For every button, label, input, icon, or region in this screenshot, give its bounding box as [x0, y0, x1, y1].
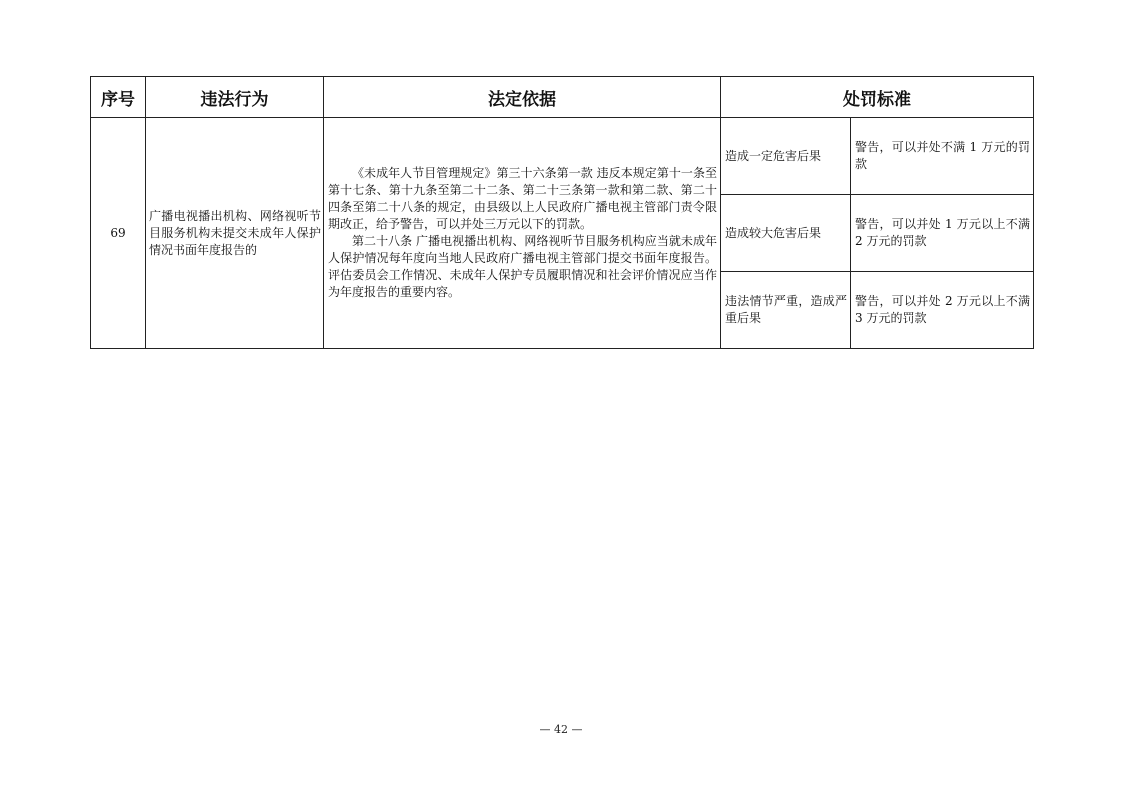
violation-text: 广播电视播出机构、网络视听节目服务机构未提交未成年人保护情况书面年度报告的 — [146, 118, 324, 349]
penalty-standard: 警告，可以并处不满 1 万元的罚款 — [851, 118, 1034, 195]
table-header-row — [91, 77, 1034, 118]
legal-basis-cell — [324, 118, 721, 349]
penalty-condition: 造成一定危害后果 — [721, 118, 851, 195]
legal-basis-paragraph: 第二十八条 广播电视播出机构、网络视听节目服务机构应当就未成年人保护情况每年度向当地人民政府广播电视主管部门提交书面年度报告。评估委员会工作情况、未成年人保护专员履职情况和社会评价情况应当作为年度报告的重要内容。 — [328, 234, 717, 299]
penalty-condition: 违法情节严重，造成严重后果 — [721, 272, 851, 349]
penalty-standard: 警告，可以并处 2 万元以上不满 3 万元的罚款 — [851, 272, 1034, 349]
header-penalty: 处罚标准 — [721, 77, 1034, 118]
header-legal-basis: 法定依据 — [324, 77, 721, 118]
table-row — [91, 118, 1034, 195]
penalty-condition: 造成较大危害后果 — [721, 195, 851, 272]
header-number: 序号 — [91, 77, 146, 118]
row-number: 69 — [91, 118, 146, 349]
penalty-standard: 警告，可以并处 1 万元以上不满 2 万元的罚款 — [851, 195, 1034, 272]
penalty-table — [90, 76, 1034, 349]
header-violation: 违法行为 — [146, 77, 324, 118]
legal-basis-paragraph: 《未成年人节目管理规定》第三十六条第一款 违反本规定第十一条至第十七条、第十九条至第二十二条、第二十三条第一款和第二款、第二十四条至第二十八条的规定，由县级以上人民政府广播电视主管部门责令限期改正，给予警告，可以并处三万元以下的罚款。 — [328, 166, 717, 231]
page-number: — 42 — — [539, 723, 583, 736]
